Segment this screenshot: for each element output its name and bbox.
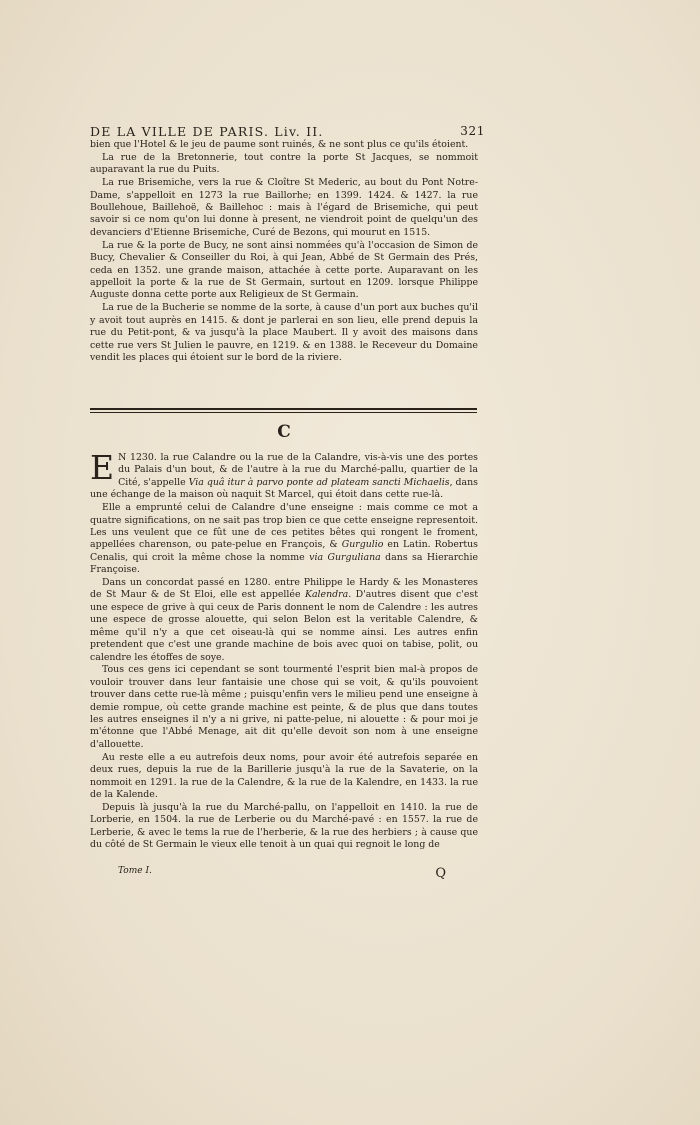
running-title: DE LA VILLE DE PARIS. Liv. II. — [90, 124, 324, 139]
paragraph: La rue de la Bucherie se nomme de la sorte, à cause d'un port aux buches qu'il y avoit tout auprès en 1415. & dont je parlerai en son lieu, elle prend depuis la rue du Petit-pont, & va jusqu'à la place Maubert. Il y avoit des maisons dans cette rue vers St Julien le pauvre, en 1219. & en 1388. le Receveur du Domaine vendit les places qui étoient sur le bord de la riviere. — [90, 302, 478, 363]
text-span: en Latin. Robertus Cenalis, qui croit la même chose la nomme — [90, 539, 478, 563]
text-span: , dans une échange de la maison où naquit St Marcel, qui étoit dans cette rue-là. — [90, 476, 478, 501]
signature-mark: Q — [435, 866, 446, 881]
paragraph: Depuis là jusqu'à la rue du Marché-pallu, on l'appelloit en 1410. la rue de Lorberie, en 1504. la rue de Lerberie ou du Marché-pavé : en 1557. la rue de Lerberie, & avec le tems la rue de l'herberie, & la rue des herbiers ; à cause que du côté de St Germain le vieux elle tenoit à un quai qui regnoit le long de — [90, 801, 478, 851]
page-number: 321 — [460, 124, 485, 138]
paragraph — [90, 448, 478, 502]
paragraph — [90, 577, 478, 664]
latin-phrase: Gurgulio — [341, 539, 384, 551]
paragraph: Au reste elle a eu autrefois deux noms, pour avoir été autrefois separée en deux rues, depuis la rue de la Barillerie jusqu'à la rue de la Savaterie, on la nommoit en 1291. la rue de la Calendre, & la rue de la Kalendre, en 1433. la rue de la Kalende. — [90, 751, 478, 800]
section-divider-thin — [90, 412, 477, 413]
latin-phrase: Kalendra — [304, 589, 349, 601]
paragraph — [90, 502, 478, 576]
text-span: dans sa Hierarchie Françoise. — [90, 551, 479, 576]
page-header — [90, 124, 485, 139]
paragraph: Tous ces gens ici cependant se sont tourmenté l'esprit bien mal-à propos de vouloir trouver dans leur fantaisie une chose qui se voit, & qu'ils pouvoient trouver dans cette rue-là même ; puisqu'enfin vers le milieu pend une enseigne à demie rompue, où cette grande machine est peinte, & de plus que dans toutes les autres enseignes il n'y a ni grive, ni patte-pelue, ni alouette : & pour moi je m'étonne que l'Abbé Menage, ait dit qu'elle devoit son nom à une enseigne d'allouette. — [90, 664, 478, 750]
latin-phrase: Via quâ itur à parvo ponte ad plateam sancti Michaelis — [188, 476, 450, 488]
top-text-block — [90, 139, 478, 365]
text-span: Elle a emprunté celui de Calandre d'une enseigne : mais comme ce mot a quatre significations, on ne sait pas trop bien ce que cette enseigne representoit. Les uns veulent que ce fût une de ces petites bêtes qui rongent le froment, appellées charenson, ou pate-pelue en François, & — [90, 502, 478, 551]
text-span: Dans un concordat passé en 1280. entre Philippe le Hardy & les Monasteres de St Maur & de St Eloi, elle est appellée — [90, 577, 478, 601]
section-letter: C — [277, 422, 291, 442]
tome-label: Tome I. — [118, 866, 152, 876]
latin-phrase: via Gurguliana — [309, 551, 381, 563]
paragraph: La rue & la porte de Bucy, ne sont ainsi nommées qu'à l'occasion de Simon de Bucy, Chevalier & Conseiller du Roi, à qui Jean, Abbé de St Germain des Prés, ceda en 1352. une grande maison, attachée à cette porte. Auparavant on les appelloit la porte & la rue de St Germain, surtout en 1209. lorsque Philippe Auguste donna cette porte aux Religieux de St Germain. — [90, 239, 478, 301]
page-footer — [118, 866, 448, 881]
text-span: N 1230. la rue Calandre ou la rue de la Calandre, vis-à-vis une des portes du Palais d'un bout, & de l'autre à la rue du Marché-pallu, quartier de la Cité, s'appelle — [118, 452, 478, 488]
paragraph: La rue Brisemiche, vers la rue & Cloître St Mederic, au bout du Pont Notre-Dame, s'appelloit en 1273 la rue Baillorhe; en 1399. 1424. & 1427. la rue Boullehoue, Baillehoë, & Baillehoc : mais à l'égard de Brisemiche, qui peut savoir si ce nom qu'on lui donne à present, ne viendroit point de quelqu'un des devanciers d'Etienne Brisemiche, Curé de Bezons, qui mourut en 1515. — [90, 177, 478, 238]
bottom-text-block — [90, 448, 479, 852]
text-span: . D'autres disent que c'est une espece de grive à qui ceux de Paris donnent le nom de Calendre : les autres une espece de grosse alouette, qui selon Belon est la veritable Calendre, & même qu'il n'y a que cet oiseau-là qui se nomme ainsi. Les autres enfin pretendent que c'est une grande machine de bois avec quoi on tabise, polit, ou calendre les étoffes de soye. — [90, 589, 478, 663]
drop-cap: E — [90, 448, 115, 487]
paragraph: bien que l'Hotel & le jeu de paume sont ruinés, & ne sont plus ce qu'ils étoient. — [90, 139, 469, 150]
section-divider — [90, 408, 477, 410]
paragraph: La rue de la Bretonnerie, tout contre la porte St Jacques, se nommoit auparavant la rue du Puits. — [90, 151, 478, 176]
